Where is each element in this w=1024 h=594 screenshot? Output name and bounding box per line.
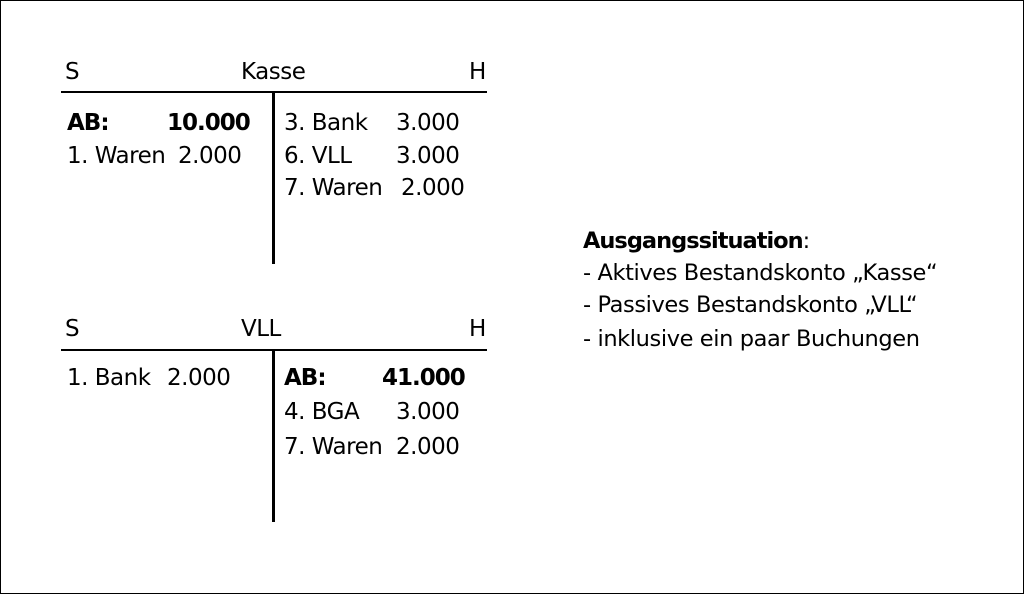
description-title-suffix: : (802, 228, 810, 254)
kasse-credit-entry-amount: 3.000 (396, 110, 460, 136)
kasse-debit-entry-amount: 2.000 (178, 143, 242, 169)
description-line: - Aktives Bestandskonto „Kasse“ (583, 260, 938, 286)
vll-credit-label: H (469, 316, 486, 342)
vll-account-name: VLL (241, 316, 281, 342)
description-line: - Passives Bestandskonto „VLL“ (583, 292, 918, 318)
description-title-text: Ausgangssituation (583, 228, 803, 254)
vll-credit-entry-amount: 3.000 (396, 399, 460, 425)
description-title (583, 227, 810, 255)
vll-credit-entry-label: 7. Waren (284, 434, 383, 460)
vll-vertical-line (272, 349, 275, 522)
vll-credit-entry-label: 4. BGA (284, 399, 360, 425)
vll-debit-entry-label: 1. Bank (67, 365, 151, 391)
vll-credit-entry-label: AB: (284, 365, 326, 391)
vll-debit-label: S (65, 316, 80, 342)
kasse-credit-entry-amount: 3.000 (396, 143, 460, 169)
kasse-debit-entry-label: AB: (67, 110, 109, 136)
kasse-credit-label: H (469, 59, 486, 85)
kasse-credit-entry-label: 6. VLL (284, 143, 352, 169)
kasse-vertical-line (272, 91, 275, 264)
vll-credit-entry-amount: 41.000 (382, 365, 465, 391)
kasse-credit-entry-label: 7. Waren (284, 175, 383, 201)
description-line: - inklusive ein paar Buchungen (583, 326, 920, 352)
kasse-account-name: Kasse (241, 59, 306, 85)
kasse-debit-label: S (65, 59, 80, 85)
kasse-credit-entry-amount: 2.000 (401, 175, 465, 201)
vll-credit-entry-amount: 2.000 (396, 434, 460, 460)
kasse-credit-entry-label: 3. Bank (284, 110, 368, 136)
vll-debit-entry-amount: 2.000 (167, 365, 231, 391)
kasse-debit-entry-amount: 10.000 (167, 110, 250, 136)
kasse-debit-entry-label: 1. Waren (67, 143, 166, 169)
